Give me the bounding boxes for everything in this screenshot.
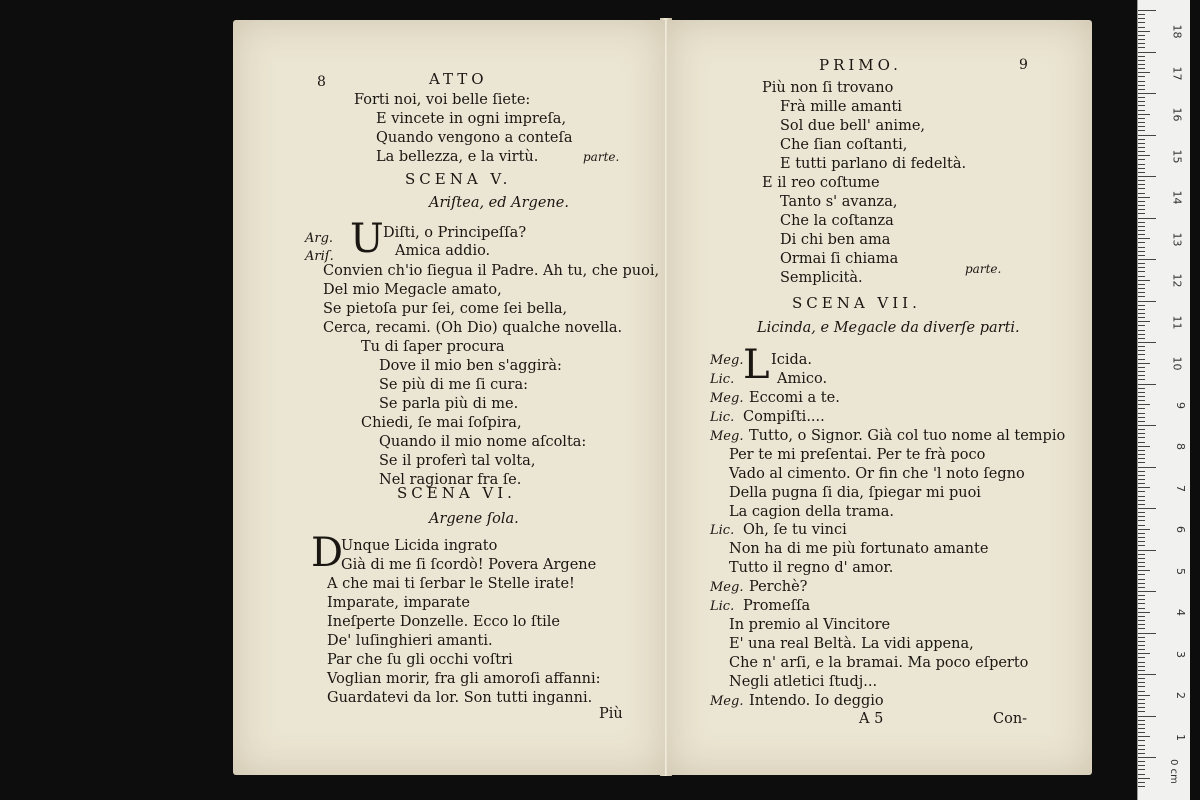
ruler-tick	[1138, 176, 1156, 177]
dialogue-line: Eccomi a te.	[749, 390, 840, 406]
ruler-tick	[1138, 765, 1145, 766]
verse-line: Che ſian coſtanti,	[780, 137, 908, 153]
ruler-tick	[1138, 670, 1145, 671]
ruler-tick	[1138, 284, 1145, 285]
verse-line: Se il proferì tal volta,	[379, 453, 536, 469]
verse-line: Forti noi, voi belle ſiete:	[354, 92, 531, 108]
ruler-tick	[1138, 408, 1145, 409]
verse-line: Amica addio.	[395, 243, 491, 259]
ruler-tick	[1138, 384, 1156, 385]
ruler-tick	[1138, 251, 1145, 252]
verse-line: Unque Licida ingrato	[341, 538, 498, 554]
ruler-number: 16	[1170, 107, 1184, 122]
signature-mark: A 5	[859, 711, 884, 727]
verse-line: Già di me ſi ſcordò! Povera Argene	[341, 557, 597, 573]
ruler-number: 10	[1170, 356, 1184, 371]
dialogue-line: Intendo. Io deggio	[749, 693, 884, 709]
ruler-tick	[1138, 786, 1145, 787]
ruler-number: 2	[1174, 692, 1187, 699]
dialogue-line: Icida.	[771, 352, 813, 368]
ruler-tick	[1138, 657, 1145, 658]
verse-line: Ineſperte Donzelle. Ecco lo ſtile	[327, 614, 561, 630]
ruler-number: 18	[1170, 24, 1184, 39]
speaker-label: Arg.	[305, 231, 334, 246]
ruler-tick	[1138, 682, 1145, 683]
ruler-tick	[1138, 31, 1150, 32]
ruler-tick	[1138, 678, 1145, 679]
ruler-tick	[1138, 554, 1145, 555]
ruler-tick	[1138, 193, 1145, 194]
ruler-tick	[1138, 458, 1145, 459]
ruler-tick	[1138, 603, 1145, 604]
ruler-tick	[1138, 296, 1145, 297]
ruler-tick	[1138, 164, 1145, 165]
ruler-tick	[1138, 39, 1145, 40]
ruler-tick	[1138, 433, 1145, 434]
ruler-tick	[1138, 471, 1145, 472]
dialogue-line: Tutto il regno d' amor.	[729, 560, 894, 576]
ruler-tick	[1138, 525, 1145, 526]
speaker-label: Lic.	[710, 523, 735, 538]
ruler-tick	[1138, 276, 1145, 277]
ruler-tick	[1138, 757, 1156, 758]
verse-line: Tu di ſaper procura	[361, 339, 505, 355]
ruler-tick	[1138, 442, 1145, 443]
ruler-tick	[1138, 782, 1145, 783]
dialogue-line: La cagion della trama.	[729, 504, 895, 520]
ruler-tick	[1138, 363, 1150, 364]
ruler-tick	[1138, 608, 1145, 609]
ruler-tick	[1138, 624, 1145, 625]
ruler-number: 1	[1174, 733, 1187, 741]
dialogue-line: In premio al Vincitore	[729, 617, 891, 633]
ruler-tick	[1138, 288, 1145, 289]
ruler-tick	[1138, 155, 1150, 156]
ruler-number: 5	[1174, 567, 1187, 575]
ruler-tick	[1138, 749, 1145, 750]
ruler-tick	[1138, 188, 1145, 189]
verse-line: Se parla più di me.	[379, 396, 519, 412]
verse-line: E il reo coſtume	[762, 175, 880, 191]
ruler-tick	[1138, 674, 1156, 675]
ruler-tick	[1138, 238, 1150, 239]
verse-line: Più non ſi trovano	[762, 80, 894, 96]
ruler-tick	[1138, 22, 1145, 23]
ruler-number: 12	[1170, 273, 1184, 288]
ruler-tick	[1138, 728, 1145, 729]
ruler-tick	[1138, 135, 1156, 136]
dialogue-line: E' una real Beltà. La vidi appena,	[729, 636, 974, 652]
ruler-tick	[1138, 404, 1150, 405]
ruler-tick	[1138, 740, 1145, 741]
verse-line: Frà mille amanti	[780, 99, 902, 115]
ruler-tick	[1138, 130, 1145, 131]
ruler-tick	[1138, 205, 1145, 206]
speaker-label: Ariſ.	[305, 249, 334, 264]
ruler-tick	[1138, 330, 1145, 331]
ruler-tick	[1138, 255, 1145, 256]
ruler-tick	[1138, 338, 1145, 339]
ruler-tick	[1138, 662, 1145, 663]
ruler-number: 13	[1170, 232, 1184, 246]
ruler-tick	[1138, 699, 1145, 700]
ruler-tick	[1138, 313, 1145, 314]
ruler-tick	[1138, 184, 1145, 185]
left-page	[233, 20, 665, 775]
ruler-tick	[1138, 230, 1145, 231]
ruler-tick	[1138, 562, 1145, 563]
speaker-label: Lic.	[710, 599, 735, 614]
ruler-tick	[1138, 197, 1150, 198]
ruler-tick	[1138, 628, 1145, 629]
ruler-tick	[1138, 633, 1156, 634]
ruler-tick	[1138, 425, 1156, 426]
verse-line: Semplicità.	[780, 270, 863, 286]
speaker-label: Lic.	[710, 410, 735, 425]
scene-characters: Ariſtea, ed Argene.	[429, 195, 569, 211]
ruler-tick	[1138, 93, 1156, 94]
ruler-tick	[1138, 446, 1150, 447]
ruler-tick	[1138, 574, 1145, 575]
ruler-tick	[1138, 81, 1145, 82]
ruler-tick	[1138, 168, 1145, 169]
verse-line: Se più di me ſi cura:	[379, 377, 528, 393]
ruler-tick	[1138, 180, 1145, 181]
ruler-tick	[1138, 122, 1145, 123]
ruler-tick	[1138, 334, 1145, 335]
ruler-tick	[1138, 110, 1145, 111]
ruler-tick	[1138, 14, 1145, 15]
ruler-number: 14	[1170, 190, 1184, 205]
ruler-tick	[1138, 641, 1145, 642]
ruler-tick	[1138, 105, 1145, 106]
ruler-tick	[1138, 695, 1150, 696]
ruler-tick	[1138, 354, 1145, 355]
ruler-tick	[1138, 201, 1145, 202]
ruler-tick	[1138, 309, 1145, 310]
ruler-tick	[1138, 736, 1150, 737]
ruler-tick	[1138, 512, 1145, 513]
verse-line: Di chi ben ama	[780, 232, 891, 248]
verse-line: Sol due bell' anime,	[780, 118, 926, 134]
catchword: Più	[599, 706, 623, 722]
ruler-tick	[1138, 52, 1156, 53]
right-page	[667, 20, 1092, 775]
running-header: PRIMO.	[819, 56, 902, 74]
ruler-tick	[1138, 413, 1145, 414]
ruler-tick	[1138, 325, 1145, 326]
ruler-tick	[1138, 392, 1145, 393]
verse-line: Che la coſtanza	[780, 213, 894, 229]
ruler-tick	[1138, 570, 1150, 571]
ruler-tick	[1138, 537, 1145, 538]
dialogue-line: Promeſſa	[743, 598, 811, 614]
ruler-tick	[1138, 159, 1145, 160]
ruler-tick	[1138, 97, 1145, 98]
verse-line: Diſti, o Principeſſa?	[383, 225, 527, 241]
verse-line: Voglian morir, fra gli amoroſi affanni:	[327, 671, 601, 687]
ruler-tick	[1138, 437, 1145, 438]
stage-direction: parte.	[965, 262, 1002, 276]
speaker-label: Lic.	[710, 372, 735, 387]
ruler-tick	[1138, 637, 1145, 638]
ruler-tick	[1138, 745, 1145, 746]
speaker-label: Meg.	[710, 580, 744, 595]
ruler-tick	[1138, 68, 1145, 69]
dialogue-line: Per te mi preſentai. Per te frà poco	[729, 447, 986, 463]
ruler-tick	[1138, 371, 1145, 372]
running-header: ATTO	[429, 70, 488, 88]
ruler-tick	[1138, 226, 1145, 227]
ruler-tick	[1138, 147, 1145, 148]
verse-line: Convien ch'io ſiegua il Padre. Ah tu, che puoi,	[323, 263, 660, 279]
ruler-unit-label: 0 cm	[1168, 759, 1180, 784]
ruler-tick	[1138, 417, 1145, 418]
ruler-tick	[1138, 346, 1145, 347]
ruler-tick	[1138, 367, 1145, 368]
dialogue-line: Oh, ſe tu vinci	[743, 522, 847, 538]
catchword: Con-	[993, 711, 1028, 727]
ruler-tick	[1138, 649, 1145, 650]
verse-line: Tanto s' avanza,	[780, 194, 898, 210]
ruler-tick	[1138, 653, 1150, 654]
dialogue-line: Della pugna ſi dia, ſpiegar mi puoi	[729, 485, 981, 501]
ruler-tick	[1138, 139, 1145, 140]
ruler-tick	[1138, 172, 1145, 173]
verse-line: E vincete in ogni impreſa,	[376, 111, 567, 127]
scene-characters: Licinda, e Megacle da diverſe parti.	[757, 320, 1020, 336]
speaker-label: Meg.	[710, 429, 744, 444]
verse-line: Cerca, recami. (Oh Dio) qualche novella.	[323, 320, 623, 336]
verse-line: Chiedi, ſe mai ſoſpira,	[361, 415, 522, 431]
verse-line: Par che ſu gli occhi voſtri	[327, 652, 513, 668]
scene-title: SCENA VI.	[397, 484, 516, 502]
ruler-tick	[1138, 89, 1145, 90]
ruler-tick	[1138, 558, 1145, 559]
ruler-tick	[1138, 753, 1145, 754]
ruler-tick	[1138, 691, 1145, 692]
ruler-tick	[1138, 396, 1145, 397]
ruler-tick	[1138, 301, 1156, 302]
ruler-tick	[1138, 375, 1145, 376]
ruler-tick	[1138, 47, 1145, 48]
ruler-tick	[1138, 143, 1145, 144]
verse-line: Se pietoſa pur ſei, come ſei bella,	[323, 301, 568, 317]
ruler-tick	[1138, 379, 1145, 380]
ruler-tick	[1138, 595, 1145, 596]
ruler-tick	[1138, 645, 1145, 646]
ruler-tick	[1138, 267, 1145, 268]
dialogue-line: Perchè?	[749, 579, 808, 595]
ruler-tick	[1138, 321, 1150, 322]
ruler-number: 7	[1174, 484, 1187, 492]
ruler-tick	[1138, 114, 1150, 115]
ruler-tick	[1138, 60, 1145, 61]
ruler-tick	[1138, 450, 1145, 451]
ruler-tick	[1138, 400, 1145, 401]
ruler-tick	[1138, 479, 1145, 480]
ruler-tick	[1138, 583, 1145, 584]
dialogue-line: Negli atletici ſtudj...	[729, 674, 878, 690]
ruler-number: 9	[1174, 401, 1187, 409]
ruler-tick	[1138, 218, 1156, 219]
page-number: 9	[1019, 57, 1028, 73]
ruler-tick	[1138, 616, 1145, 617]
ruler-number: 3	[1174, 650, 1187, 658]
ruler-tick	[1138, 550, 1156, 551]
ruler-tick	[1138, 612, 1150, 613]
ruler-tick	[1138, 18, 1145, 19]
scene-characters: Argene ſola.	[429, 511, 519, 527]
drop-cap: U	[350, 216, 384, 262]
ruler-tick	[1138, 342, 1156, 343]
ruler-tick	[1138, 151, 1145, 152]
verse-line: Nel ragionar fra ſe.	[379, 472, 522, 488]
ruler-tick	[1138, 10, 1156, 11]
ruler-number: 6	[1174, 526, 1187, 533]
ruler-tick	[1138, 271, 1145, 272]
verse-line: De' luſinghieri amanti.	[327, 633, 493, 649]
verse-line: Quando il mio nome aſcolta:	[379, 434, 587, 450]
dialogue-line: Amico.	[777, 371, 828, 387]
ruler-tick	[1138, 508, 1156, 509]
ruler-tick	[1138, 101, 1145, 102]
ruler-tick	[1138, 541, 1145, 542]
ruler-tick	[1138, 292, 1145, 293]
ruler-tick	[1138, 620, 1145, 621]
ruler-tick	[1138, 388, 1145, 389]
ruler-tick	[1138, 487, 1150, 488]
ruler-tick	[1138, 483, 1145, 484]
ruler-tick	[1138, 280, 1150, 281]
ruler-tick	[1138, 475, 1145, 476]
verse-line: A che mai ti ſerbar le Stelle irate!	[327, 576, 575, 592]
ruler-number: 4	[1174, 609, 1187, 616]
ruler-tick	[1138, 213, 1145, 214]
drop-cap: L	[743, 342, 770, 388]
ruler-tick	[1138, 500, 1145, 501]
measuring-ruler	[1137, 0, 1190, 800]
ruler-tick	[1138, 707, 1145, 708]
ruler-tick	[1138, 720, 1145, 721]
ruler-tick	[1138, 686, 1145, 687]
ruler-tick	[1138, 35, 1145, 36]
ruler-tick	[1138, 491, 1145, 492]
ruler-tick	[1138, 504, 1145, 505]
dialogue-line: Vado al cimento. Or fin che 'l noto ſegno	[729, 466, 1025, 482]
dialogue-line: Tutto, o Signor. Già col tuo nome al tempio	[749, 428, 1066, 444]
ruler-tick	[1138, 242, 1145, 243]
ruler-number: 15	[1170, 149, 1184, 163]
scene-title: SCENA VII.	[792, 294, 921, 312]
page-number: 8	[317, 74, 326, 90]
ruler-tick	[1138, 599, 1145, 600]
ruler-tick	[1138, 126, 1145, 127]
ruler-number: 8	[1174, 443, 1187, 450]
speaker-label: Meg.	[710, 353, 744, 368]
ruler-tick	[1138, 305, 1145, 306]
ruler-tick	[1138, 259, 1156, 260]
speaker-label: Meg.	[710, 391, 744, 406]
ruler-tick	[1138, 72, 1150, 73]
ruler-tick	[1138, 516, 1145, 517]
ruler-tick	[1138, 533, 1145, 534]
ruler-tick	[1138, 64, 1145, 65]
ruler-tick	[1138, 27, 1145, 28]
ruler-tick	[1138, 724, 1145, 725]
verse-line: Guardatevi da lor. Son tutti inganni.	[327, 690, 593, 706]
dialogue-line: Non ha di me più fortunato amante	[729, 541, 989, 557]
ruler-tick	[1138, 711, 1145, 712]
ruler-tick	[1138, 579, 1145, 580]
ruler-tick	[1138, 85, 1145, 86]
verse-line: E tutti parlano di fedeltà.	[780, 156, 967, 172]
ruler-tick	[1138, 118, 1145, 119]
verse-line: Quando vengono a conteſa	[376, 130, 573, 146]
ruler-tick	[1138, 209, 1145, 210]
verse-line: Ormai ſi chiama	[780, 251, 899, 267]
ruler-tick	[1138, 520, 1145, 521]
ruler-tick	[1138, 703, 1145, 704]
ruler-tick	[1138, 587, 1145, 588]
ruler-tick	[1138, 234, 1145, 235]
speaker-label: Meg.	[710, 694, 744, 709]
ruler-tick	[1138, 247, 1145, 248]
ruler-tick	[1138, 716, 1156, 717]
ruler-tick	[1138, 732, 1145, 733]
ruler-tick	[1138, 359, 1145, 360]
scene-title: SCENA V.	[405, 170, 512, 188]
ruler-tick	[1138, 43, 1145, 44]
ruler-tick	[1138, 545, 1145, 546]
ruler-tick	[1138, 496, 1145, 497]
ruler-number: 11	[1170, 315, 1184, 329]
ruler-tick	[1138, 778, 1150, 779]
ruler-tick	[1138, 56, 1145, 57]
ruler-tick	[1138, 429, 1145, 430]
drop-cap: D	[311, 530, 344, 576]
ruler-number: 17	[1170, 66, 1184, 80]
ruler-tick	[1138, 317, 1145, 318]
verse-line: Del mio Megacle amato,	[323, 282, 502, 298]
ruler-tick	[1138, 769, 1145, 770]
ruler-tick	[1138, 761, 1145, 762]
dialogue-line: Che n' arſi, e la bramai. Ma poco eſperto	[729, 655, 1029, 671]
dialogue-line: Compiſti....	[743, 409, 825, 425]
ruler-tick	[1138, 350, 1145, 351]
ruler-tick	[1138, 421, 1145, 422]
ruler-tick	[1138, 774, 1145, 775]
ruler-tick	[1138, 222, 1145, 223]
ruler-tick	[1138, 566, 1145, 567]
ruler-tick	[1138, 666, 1145, 667]
ruler-tick	[1138, 454, 1145, 455]
verse-line: La bellezza, e la virtù.	[376, 149, 539, 165]
ruler-tick	[1138, 467, 1156, 468]
ruler-tick	[1138, 591, 1156, 592]
verse-line: Dove il mio ben s'aggirà:	[379, 358, 562, 374]
ruler-tick	[1138, 529, 1150, 530]
ruler-tick	[1138, 76, 1145, 77]
ruler-tick	[1138, 462, 1145, 463]
verse-line: Imparate, imparate	[327, 595, 470, 611]
stage-direction: parte.	[583, 150, 620, 164]
ruler-tick	[1138, 263, 1145, 264]
